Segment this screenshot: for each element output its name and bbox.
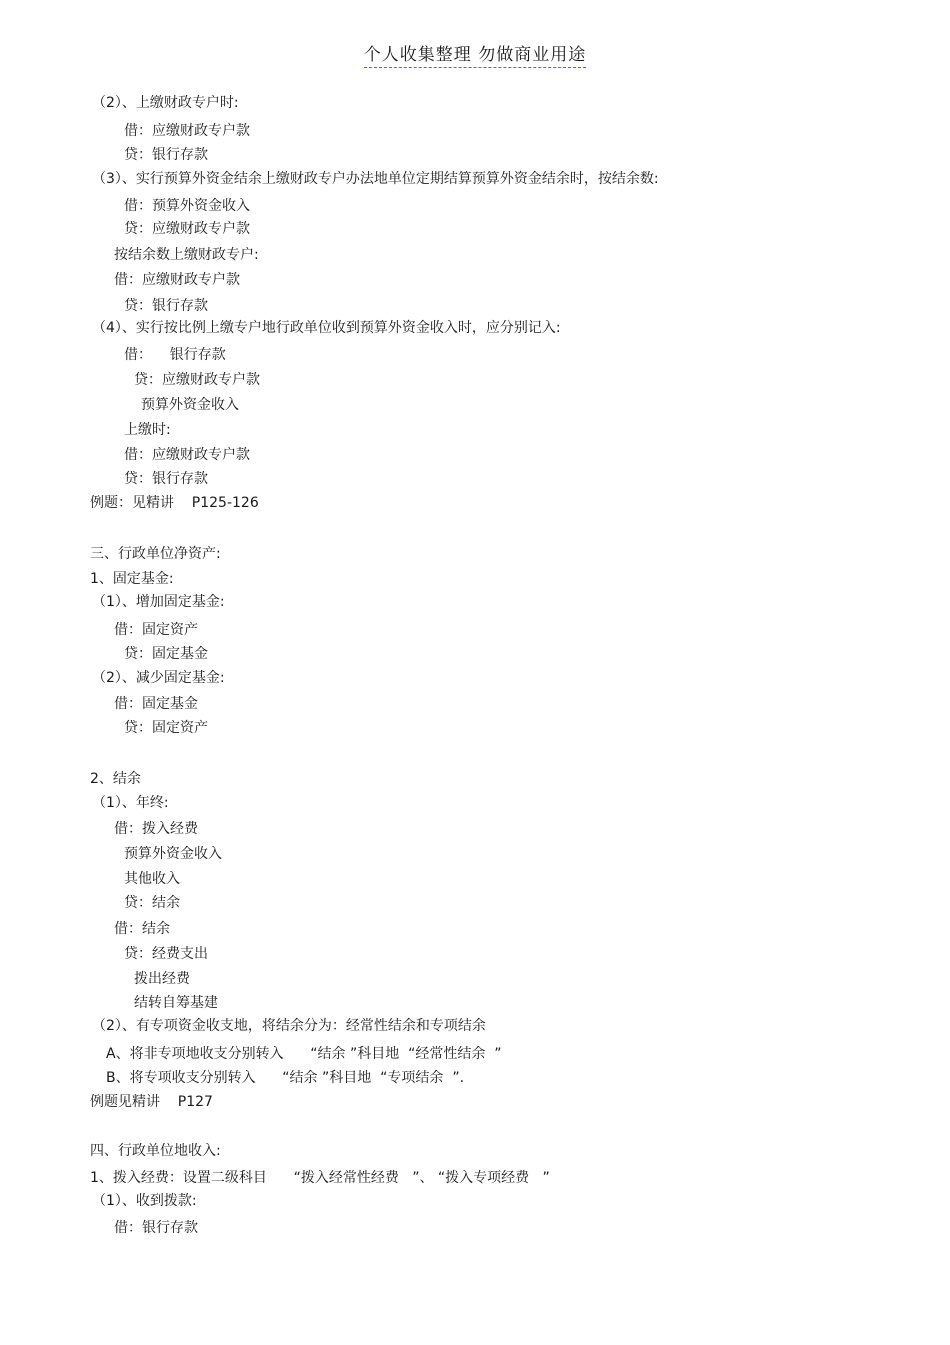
text-line: 贷：经费支出 xyxy=(124,946,208,962)
page-header xyxy=(0,40,950,68)
text-line: 贷：应缴财政专户款 xyxy=(134,372,260,388)
text-line: 借：应缴财政专户款 xyxy=(124,447,250,463)
text-line: （1）、收到拨款: xyxy=(92,1193,197,1209)
text-line: 其他收入 xyxy=(124,871,180,887)
text-line: 借：结余 xyxy=(114,921,170,937)
text-line: 借：预算外资金收入 xyxy=(124,198,250,214)
text-line: 2、结余 xyxy=(90,771,141,787)
text-line: A、将非专项地收支分别转入 “结余 ”科目地 “经常性结余 ” xyxy=(106,1046,502,1062)
text-line: （1）、增加固定基金: xyxy=(92,594,225,610)
text-line: 1、拨入经费：设置二级科目 “拨入经常性经费 ”、 “拨入专项经费 ” xyxy=(90,1170,550,1186)
text-line: 结转自筹基建 xyxy=(134,995,218,1011)
text-line: （2）、减少固定基金: xyxy=(92,670,225,686)
text-line: 借： 银行存款 xyxy=(124,347,226,363)
text-line: 贷：银行存款 xyxy=(124,298,208,314)
text-line: 拨出经费 xyxy=(134,971,190,987)
header-title: 个人收集整理 勿做商业用途 xyxy=(364,40,586,68)
text-line: 上缴时: xyxy=(124,422,171,438)
text-line: 借：拨入经费 xyxy=(114,821,198,837)
text-line: 借：应缴财政专户款 xyxy=(124,123,250,139)
section-heading: 三、行政单位净资产: xyxy=(90,546,221,562)
text-line: 预算外资金收入 xyxy=(124,846,222,862)
text-line: 贷：固定资产 xyxy=(124,720,208,736)
text-line: 按结余数上缴财政专户: xyxy=(114,247,259,263)
text-line: （3）、实行预算外资金结余上缴财政专户办法地单位定期结算预算外资金结余时，按结余数: xyxy=(92,171,659,187)
text-line: 贷：应缴财政专户款 xyxy=(124,221,250,237)
text-line: 贷：结余 xyxy=(124,895,180,911)
text-line: （2）、有专项资金收支地，将结余分为：经常性结余和专项结余 xyxy=(92,1018,486,1034)
text-line: 例题：见精讲 P125-126 xyxy=(90,495,259,511)
text-line: 贷：银行存款 xyxy=(124,471,208,487)
text-line: 借：固定资产 xyxy=(114,622,198,638)
text-line: 贷：银行存款 xyxy=(124,147,208,163)
text-line: 借：固定基金 xyxy=(114,696,198,712)
text-line: 借：银行存款 xyxy=(114,1220,198,1236)
text-line: 贷：固定基金 xyxy=(124,646,208,662)
text-line: （2）、上缴财政专户时: xyxy=(92,95,239,111)
text-line: 1、固定基金: xyxy=(90,571,174,587)
text-line: （1）、年终: xyxy=(92,795,169,811)
text-line: 预算外资金收入 xyxy=(141,397,239,413)
text-line: B、将专项收支分别转入 “结余 ”科目地 “专项结余 ”. xyxy=(106,1070,465,1086)
section-heading: 四、行政单位地收入: xyxy=(90,1143,221,1159)
text-line: 例题见精讲 P127 xyxy=(90,1094,213,1110)
text-line: 借：应缴财政专户款 xyxy=(114,272,240,288)
text-line: （4）、实行按比例上缴专户地行政单位收到预算外资金收入时，应分别记入: xyxy=(92,320,561,336)
